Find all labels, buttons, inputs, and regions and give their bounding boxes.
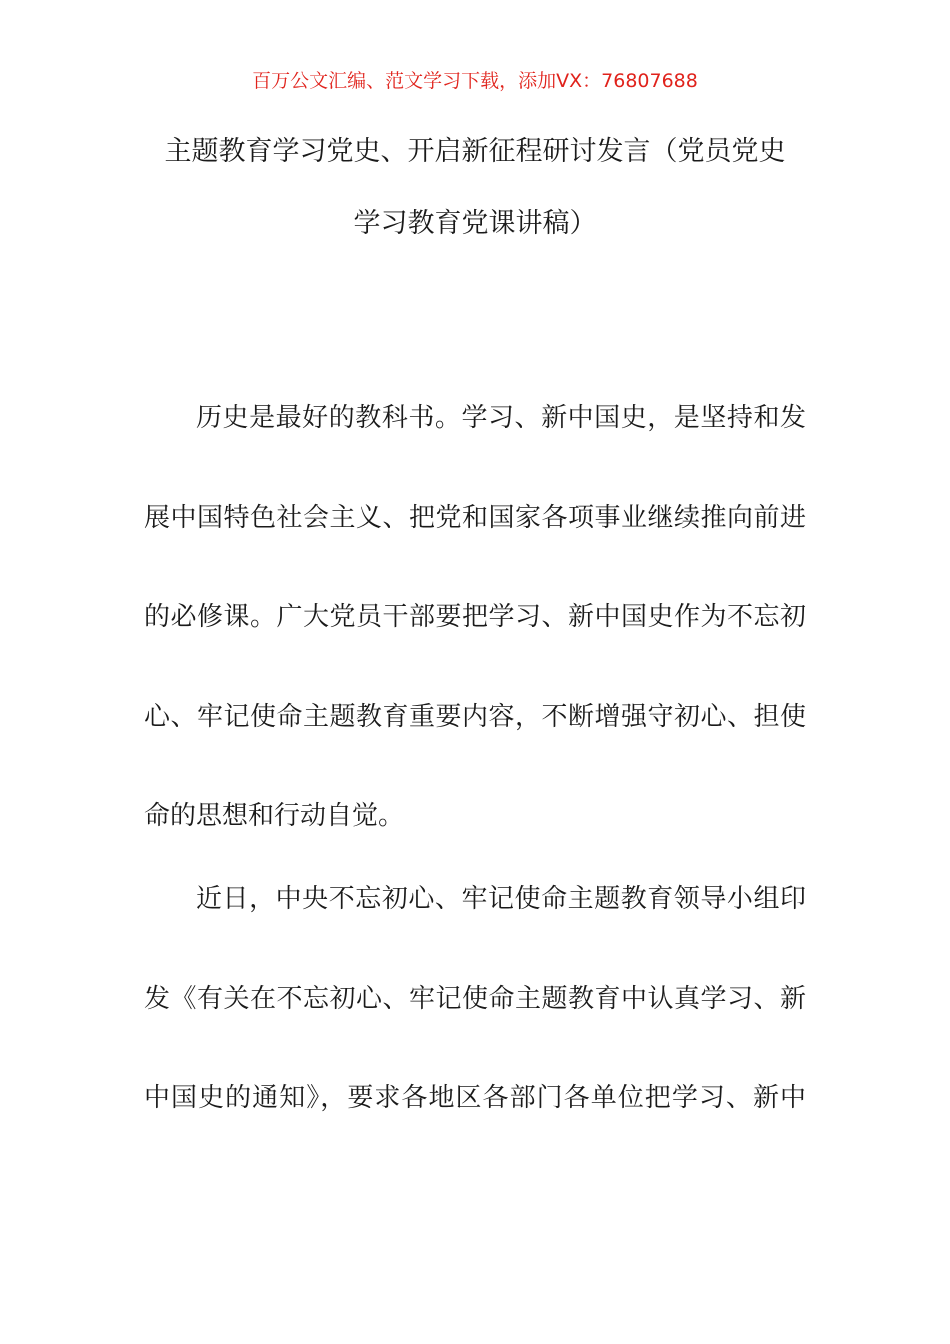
paragraph-1-line-1: 历史是最好的教科书。学习、新中国史，是坚持和发 — [196, 403, 806, 433]
paragraph-2-line-1: 近日，中央不忘初心、牢记使命主题教育领导小组印 — [196, 884, 806, 914]
paragraph-2-line-2: 发《有关在不忘初心、牢记使命主题教育中认真学习、新 — [144, 984, 806, 1014]
paragraph-1-line-3: 的必修课。广大党员干部要把学习、新中国史作为不忘初 — [144, 602, 806, 632]
document-title-line-2: 学习教育党课讲稿） — [353, 208, 597, 239]
paragraph-2-line-3: 中国史的通知》，要求各地区各部门各单位把学习、新中 — [144, 1083, 806, 1113]
paragraph-1-line-5: 命的思想和行动自觉。 — [144, 801, 405, 831]
header-watermark-note: 百万公文汇编、范文学习下载，添加VX：76807688 — [252, 70, 698, 92]
paragraph-1-line-2: 展中国特色社会主义、把党和国家各项事业继续推向前进 — [144, 503, 806, 533]
paragraph-1-line-4: 心、牢记使命主题教育重要内容，不断增强守初心、担使 — [144, 702, 806, 732]
document-title-line-1: 主题教育学习党史、开启新征程研讨发言（党员党史 — [164, 136, 786, 167]
